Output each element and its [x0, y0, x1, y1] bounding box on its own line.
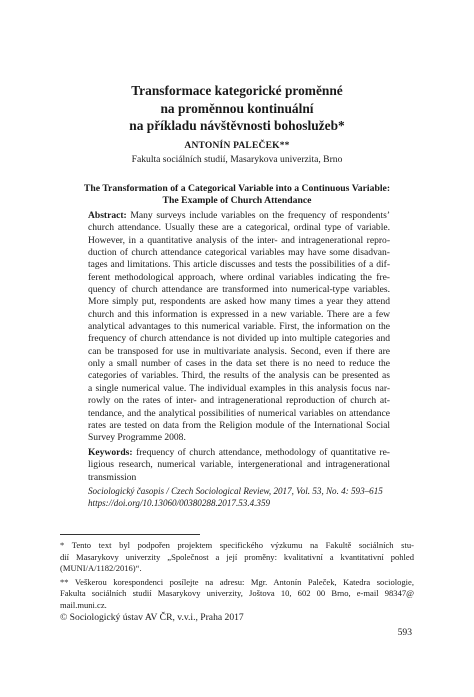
author-affiliation: Fakulta sociálních studií, Masarykova univerzita, Brno: [131, 154, 343, 165]
footnote-line: ** Veškerou korespondenci posílejte na adresu: Mgr. Antonín Paleček, Katedra sociologie,: [60, 576, 414, 587]
footnote-line: (MUNI/A/1182/2016)“.: [60, 563, 142, 573]
abstract-label: Abstract:: [88, 210, 127, 221]
abstract-line: categories of variables. Third, the results of the analysis can be presented as: [88, 370, 390, 382]
abstract-line: rowly on the rates of inter- and intragenerational reproduction of church at-: [88, 395, 390, 407]
citation-journal: Sociologický časopis / Czech Sociological Review, 2017, Vol. 53, No. 4: 593–615: [88, 486, 383, 496]
abstract-line: a single numerical value. The individual examples in this analysis focus nar-: [88, 382, 390, 394]
footnote-line: * Tento text byl podpořen projektem specifického výzkumu na Fakultě sociálních stu-: [60, 540, 414, 550]
keywords: [88, 447, 390, 484]
footnote-line: dií Masarykovy univerzity „Společnost a její proměny: kvalitativní a kvantitativní pohled: [60, 551, 414, 562]
keywords-label: Keywords:: [88, 447, 133, 458]
english-title-line: The Transformation of a Categorical Variable into a Continuous Variable:: [83, 183, 391, 194]
title-line: na proměnnou kontinuální: [160, 100, 314, 116]
citation-doi-link[interactable]: https://doi.org/10.13060/00380288.2017.53.4.359: [88, 498, 271, 509]
abstract-line: analytical advantages to this numerical variable. First, the information on the: [88, 321, 390, 333]
abstract-line: church and this information is expressed in a new variable. There are a few: [88, 308, 390, 320]
abstract-line: More simply put, respondents are asked how many times a year they attend: [88, 296, 390, 308]
abstract-line: rates are tested on data from the Religion module of the International Social: [88, 419, 390, 431]
footnote-line: Fakulta sociálních studií Masarykovy univerzity, Joštova 10, 602 00 Brno, e-mail 98347@: [60, 588, 414, 598]
english-title: [70, 183, 404, 207]
abstract-line: [88, 210, 390, 222]
article-title: [60, 82, 414, 135]
abstract-line: tages and limitations. This article discusses and tests the possibilities of a dif-: [88, 259, 390, 271]
title-line: Transformace kategorické proměnné: [131, 83, 343, 98]
abstract: [88, 210, 390, 445]
abstract-text: Many surveys include variables on the frequency of respondents’: [126, 210, 390, 221]
keywords-text: frequency of church attendance, methodology of quantitative re-: [132, 447, 390, 458]
keywords-line: ligious research, numerical variable, intergenerational and intragenerational: [88, 459, 390, 471]
footnote-2: [60, 577, 414, 612]
author-name: ANTONÍN PALEČEK**: [184, 141, 290, 151]
abstract-line: tendance, and the analytical possibilities of numerical variables on attendance: [88, 407, 390, 419]
title-line: na příkladu návštěvnosti bohoslužeb*: [129, 118, 345, 133]
citation: [88, 485, 398, 510]
page-number: 593: [397, 627, 412, 638]
abstract-line: church attendance. Usually these are a categorical, ordinal type of variable.: [88, 222, 390, 234]
abstract-line: quency of church attendance are transformed into numerical-type variables.: [88, 284, 390, 296]
abstract-line: only a small number of cases in the data set there is no need to reduce the: [88, 358, 390, 370]
keywords-line: [88, 447, 390, 459]
abstract-line: frequency of church attendance is not divided up into multiple categories and: [88, 333, 390, 345]
footnote-line: mail.muni.cz.: [60, 599, 107, 610]
footnote-1: [60, 540, 414, 575]
footnote-divider: [60, 534, 200, 535]
abstract-line: duction of church attendance categorical variables may have some disadvan-: [88, 247, 390, 259]
abstract-line: can be transposed for use in multivariate analysis. Second, even if there are: [88, 345, 390, 357]
abstract-line: However, in a quantitative analysis of the inter- and intragenerational repro-: [88, 234, 390, 246]
copyright-notice: © Sociologický ústav AV ČR, v.v.i., Praha 2017: [60, 612, 244, 623]
abstract-line: Survey Programme 2008.: [88, 432, 186, 444]
abstract-line: ferent methodological approach, where ordinal variables indicating the fre-: [88, 271, 390, 283]
footnotes: [60, 540, 414, 611]
english-title-line: The Example of Church Attendance: [162, 195, 312, 206]
keywords-line: transmission: [88, 471, 137, 483]
